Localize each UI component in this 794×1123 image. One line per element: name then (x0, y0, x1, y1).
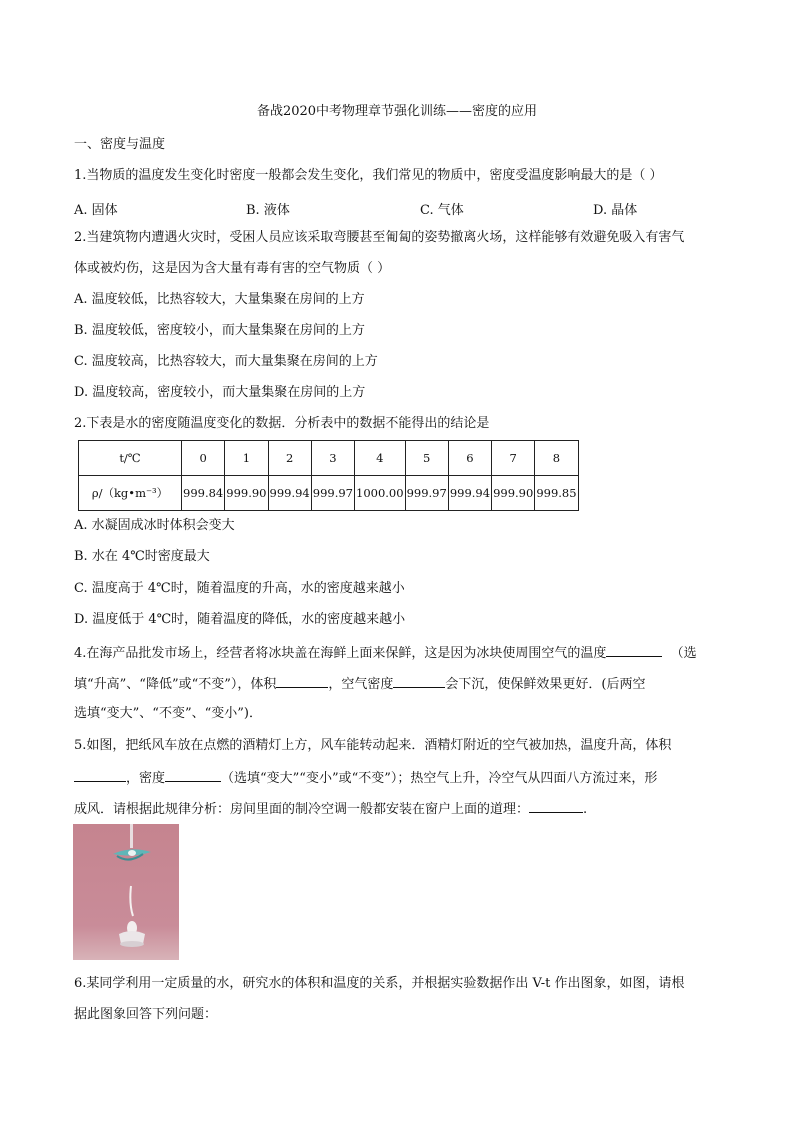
section-heading: 一、密度与温度 (74, 137, 166, 152)
q4-text: 会下沉，使保鲜效果更好．(后两空 (445, 677, 646, 692)
question-5-line2 (74, 769, 657, 787)
q4-blank-1[interactable] (606, 644, 662, 657)
pinwheel-lamp-image (73, 824, 179, 960)
q3-option-c: C. 温度高于 4℃时，随着温度的升高，水的密度越来越小 (74, 581, 405, 596)
q5-text: （选填“变大”“变小”或“不变”）；热空气上升，冷空气从四面八方流过来，形 (221, 771, 658, 786)
q5-blank-2[interactable] (165, 769, 221, 782)
q2-option-b: B. 温度较低，密度较小，而大量集聚在房间的上方 (74, 323, 365, 338)
q1-option-a: A. 固体 (74, 203, 118, 218)
question-4-line2 (74, 675, 645, 693)
question-4-line1 (74, 644, 697, 662)
question-6-line2: 据此图象回答下列问题： (74, 1007, 218, 1022)
question-4-line3: 选填“变大”、“不变”、“变小”)． (74, 706, 262, 721)
table-cell: 999.97 (405, 476, 448, 511)
table-cell: 2 (268, 441, 311, 476)
q3-option-d: D. 温度低于 4℃时，随着温度的降低，水的密度越来越小 (74, 612, 406, 627)
table-cell: 3 (311, 441, 354, 476)
q5-text: ，密度 (126, 771, 166, 786)
question-2-stem-line1: 2.当建筑物内遭遇火灾时，受困人员应该采取弯腰甚至匍匐的姿势撤离火场，这样能够有效避免吸入有害气 (74, 230, 685, 245)
table-cell: 8 (535, 441, 578, 476)
page-title: 备战2020中考物理章节强化训练——密度的应用 (256, 104, 538, 119)
question-2-stem-line2: 体或被灼伤，这是因为含大量有毒有害的空气物质（ ） (74, 261, 391, 276)
q4-blank-2[interactable] (276, 675, 328, 688)
q2-option-c: C. 温度较高，比热容较大，而大量集聚在房间的上方 (74, 354, 378, 369)
question-5-line1: 5.如图，把纸风车放在点燃的酒精灯上方，风车能转动起来．酒精灯附近的空气被加热，温度升高，体积 (74, 738, 672, 753)
table-cell: 6 (448, 441, 491, 476)
q3-option-b: B. 水在 4℃时密度最大 (74, 549, 210, 564)
q5-blank-3[interactable] (529, 800, 583, 813)
q4-text: 填“升高”、“降低”或“不变”），体积 (74, 677, 277, 692)
table-row-temperature (79, 441, 579, 476)
table-cell: 999.90 (225, 476, 268, 511)
table-header-density: ρ/（kg•m⁻³） (79, 476, 182, 511)
q4-text: 4.在海产品批发市场上，经营者将冰块盖在海鲜上面来保鲜，这是因为冰块使周围空气的温度 (74, 646, 607, 661)
table-cell: 4 (355, 441, 406, 476)
table-cell: 999.94 (268, 476, 311, 511)
question-1-stem: 1.当物质的温度发生变化时密度一般都会发生变化，我们常见的物质中，密度受温度影响最大的是（ ） (74, 168, 663, 183)
q1-option-b: B. 液体 (246, 203, 290, 218)
table-cell: 1000.00 (355, 476, 406, 511)
q2-option-a: A. 温度较低，比热容较大，大量集聚在房间的上方 (74, 292, 365, 307)
table-cell: 5 (405, 441, 448, 476)
question-5-line3 (74, 800, 587, 818)
q3-option-a: A. 水凝固成冰时体积会变大 (74, 518, 235, 533)
table-cell: 0 (182, 441, 225, 476)
q2-option-d: D. 温度较高，密度较小，而大量集聚在房间的上方 (74, 385, 366, 400)
table-cell: 999.85 (535, 476, 578, 511)
table-cell: 999.94 (448, 476, 491, 511)
q4-text: （选 (670, 646, 697, 661)
question-3-stem: 2.下表是水的密度随温度变化的数据．分析表中的数据不能得出的结论是 (74, 416, 490, 431)
q4-blank-3[interactable] (393, 675, 445, 688)
q4-text: ，空气密度 (328, 677, 394, 692)
q5-text: 成风．请根据此规律分析：房间里面的制冷空调一般都安装在窗户上面的道理： (74, 802, 530, 817)
pinwheel-lamp-photo (73, 824, 179, 960)
table-cell: 999.90 (492, 476, 535, 511)
table-cell: 999.97 (311, 476, 354, 511)
table-cell: 999.84 (182, 476, 225, 511)
q1-option-d: D. 晶体 (593, 203, 638, 218)
table-row-density (79, 476, 579, 511)
table-cell: 1 (225, 441, 268, 476)
table-header-temperature: t/℃ (79, 441, 182, 476)
question-6-line1: 6.某同学利用一定质量的水，研究水的体积和温度的关系，并根据实验数据作出 V-t 作出图象，如图，请根 (74, 976, 685, 991)
q5-text: . (583, 802, 588, 817)
density-table (78, 440, 579, 511)
table-cell: 7 (492, 441, 535, 476)
q1-option-c: C. 气体 (420, 203, 464, 218)
q5-blank-1[interactable] (74, 769, 126, 782)
